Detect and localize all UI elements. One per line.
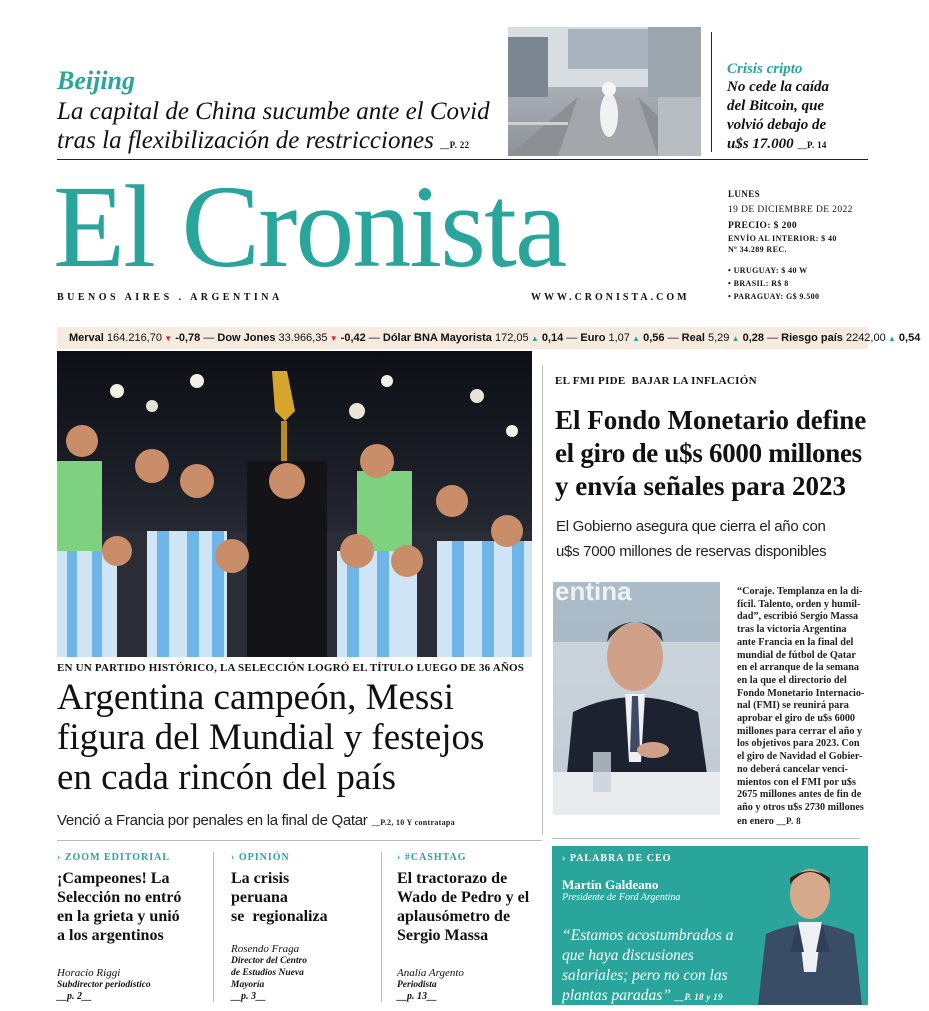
issue-interior: ENVÍO AL INTERIOR: $ 40 [728,234,837,243]
ticker-value: 5,29 [707,332,730,344]
main-page-ref: __P.2, 10 Y contratapa [371,818,455,827]
ticker-change: 0,54 [898,332,921,344]
issue-info [728,188,868,303]
imf-body-text: en el arranque de la semana [737,662,859,674]
imf-body-line [737,624,872,637]
imf-body-text: “Coraje. Templanza en la di- [737,586,863,597]
ticker-change: 0,14 [541,332,564,344]
ticker-change: -0,78 [175,332,201,344]
column-byline [397,967,464,1002]
imf-body-text: nal (FMI) se reunirá para [737,700,849,712]
chevron-right-icon: › [57,852,65,863]
ceo-quote-line4-text: plantas paradas” [562,987,671,1004]
ticker-name: Real [681,332,705,344]
column-byline [231,943,307,1002]
teaser-headline-line2 [57,126,497,160]
ceo-box[interactable] [552,846,868,1005]
imf-body-text: 2675 millones antes de fin de [737,789,862,801]
ticker-item [665,332,764,344]
ticker-item [200,332,365,344]
imf-body [737,586,872,828]
imf-body-line [737,777,872,790]
imf-body-line [737,815,872,829]
arrow-up-icon: ▲ [885,334,896,343]
ticker-item [69,332,200,344]
ceo-quote-line1: “Estamos acostumbrados a [562,927,734,944]
column-headline-line: aplausómetro de [397,908,511,925]
column-divider [542,365,543,835]
issue-price: PRECIO: $ 200 [728,221,798,231]
imf-body-text: millones para cerrar el año y [737,725,863,737]
imf-headline[interactable] [555,404,885,503]
imf-body-line [737,738,872,751]
column-headline-line: en la grieta y unió [57,908,180,925]
column-headline-line: a los argentinos [57,927,164,944]
imf-body-text: no deberá cancelar venci- [737,763,849,775]
main-subhead [57,812,547,829]
beijing-photo-art [508,27,701,156]
issue-intl-py: • PARAGUAY: G$ 9.500 [728,292,820,301]
issue-intl-br: • BRASIL: R$ 8 [728,279,789,288]
ceo-page-ref: __P. 18 y 19 [674,992,723,1002]
imf-body-text: fícil. Talento, orden y humil- [737,598,861,610]
imf-headline-line2: el giro de u$s 6000 millones [555,438,862,468]
column-author-role: Subdirector periodístico [57,980,151,990]
ceo-role: Presidente de Ford Argentina [562,892,681,903]
beijing-photo [508,27,701,156]
imf-body-text: dad”, escribió Sergio Massa [737,611,859,623]
column-kicker-text: OPINIÓN [238,852,290,863]
imf-kicker: EL FMI PIDE BAJAR LA INFLACIÓN [555,375,757,387]
imf-body-line [737,802,872,815]
column-author-role: de Estudios Nueva [231,968,304,978]
ticker-separator: — [200,332,218,344]
ticker-value: 2242,00 [845,332,886,344]
top-rule [57,159,868,160]
main-page-ref-text: P.2, 10 Y contratapa [380,818,455,827]
photo-sign-text: entina [555,582,632,606]
column-headline [231,869,376,926]
bottom-rule [57,840,542,841]
ceo-quote-line2: que haya discusiones [562,947,694,964]
crypto-kicker: Crisis cripto [727,61,803,77]
imf-body-line [737,586,872,599]
column-headline-line: Sergio Massa [397,927,489,944]
ticker-item [366,332,563,344]
ticker-value: 164.216,70 [106,332,162,344]
crypto-line4-text: u$s 17.000 [727,136,794,152]
main-subhead-text: Venció a Francia por penales en la final de Qatar [57,812,368,829]
column-headline-line: El tractorazo de [397,870,508,887]
imf-page-ref-text: P. 8 [786,815,801,826]
ticker-name: Riesgo país [781,332,843,344]
opinion-column[interactable] [231,852,376,1004]
column-author-role: Periodista [397,980,437,990]
column-headline-line: La crisis [231,870,290,887]
ticker-name: Dólar BNA Mayorista [382,332,492,344]
imf-body-line [737,789,872,802]
imf-body-text: mundial de fútbol de Qatar [737,649,856,661]
imf-body-line [737,611,872,624]
col-divider-2 [381,852,382,1002]
column-kicker [231,852,376,863]
imf-body-line [737,675,872,688]
galdeano-photo [750,852,868,1005]
teaser-page-ref: __P. 22 [440,140,470,150]
crypto-line4 [727,135,867,155]
market-ticker [57,327,921,349]
imf-body-line [737,599,872,612]
teaser-page-ref-text: P. 22 [449,140,470,150]
imf-body-text: aprobar el giro de u$s 6000 [737,713,856,725]
column-headline [57,869,207,945]
massa-photo-art [553,582,720,815]
crypto-line2: del Bitcoin, que [727,98,825,114]
massa-photo [553,582,720,815]
ticker-item [764,332,920,344]
ticker-value: 172,05 [494,332,529,344]
ticker-name: Dow Jones [217,332,276,344]
column-page-ref: __p. 2__ [57,991,92,1002]
teaser-headline-text: tras la flexibilización de restricciones [57,127,434,154]
column-author: Analía Argento [397,967,464,979]
chevron-right-icon: › [231,852,239,863]
main-headline[interactable] [57,678,537,798]
ticker-separator: — [365,332,383,344]
crypto-page-ref: __P. 14 [797,140,827,150]
imf-body-text: año y otros u$s 2730 millones [737,801,864,813]
arrow-up-icon: ▲ [528,334,539,343]
imf-body-text: tras la victoria Argentina [737,624,847,636]
imf-page-ref: __P. 8 [773,815,801,826]
crypto-page-ref-text: P. 14 [807,140,827,150]
teaser-divider [711,32,712,152]
opinion-column[interactable] [397,852,547,1004]
imf-body-line [737,751,872,764]
column-page-ref-text: p. 3 [241,991,256,1002]
main-headline-line3: en cada rincón del país [57,757,397,798]
column-page-ref-text: p. 2 [67,991,82,1002]
column-byline [57,967,151,1002]
column-author-role: Mayoría [231,980,265,990]
column-kicker [57,852,207,863]
imf-body-text: Fondo Monetario Internacio- [737,687,865,699]
imf-subhead-line2: u$s 7000 millones de reservas disponibles [556,543,827,560]
ticker-separator: — [563,332,581,344]
issue-date: 19 DE DICIEMBRE DE 2022 [728,205,853,215]
column-author: Horacio Riggi [57,967,121,979]
ceo-kicker [562,853,671,864]
ticker-change: 0,28 [742,332,765,344]
ceo-page-ref-text: P. 18 y 19 [684,992,723,1002]
column-kicker [397,852,547,863]
imf-body-line [737,637,872,650]
teaser-kicker: Beijing [57,66,136,95]
masthead-location: BUENOS AIRES . ARGENTINA [57,292,283,303]
masthead-website[interactable]: WWW.CRONISTA.COM [531,292,690,303]
ticker-change: 0,56 [643,332,665,344]
column-kicker-text: ZOOM EDITORIAL [64,852,171,863]
main-story-caption: EN UN PARTIDO HISTÓRICO, LA SELECCIÓN LOGRÓ EL TÍTULO LUEGO DE 36 AÑOS [57,662,525,674]
top-teaser[interactable] [57,66,497,160]
ticker-value: 33.966,35 [278,332,328,344]
ticker-name: Euro [580,332,606,344]
imf-body-line [737,662,872,675]
ticker-value: 1,07 [608,332,630,344]
teaser-headline-line1: La capital de China sucumbe ante el Covid [57,98,490,125]
column-headline-line: Wado de Pedro y el [397,889,530,906]
imf-body-text: ante Francia en la final del [737,636,854,648]
ceo-quote-line4 [562,986,772,1005]
imf-body-line [737,650,872,663]
imf-body-text: mientos con el FMI por u$s [737,776,856,788]
ceo-name: Martín Galdeano [562,877,659,892]
column-kicker-text: #CASHTAG [404,852,467,863]
column-headline-line: Selección no entró [57,889,182,906]
imf-body-text: en la que el directorio del [737,674,847,686]
arrow-up-icon: ▲ [729,334,740,343]
imf-body-text: en enero [737,815,774,827]
imf-body-line [737,764,872,777]
imf-body-text: los objetivos para 2023. Con [737,738,860,750]
ceo-kicker-text: PALABRA DE CEO [569,853,672,864]
chevron-right-icon: › [397,852,405,863]
column-page-ref-text: p. 13 [407,991,427,1002]
ticker-item [563,332,664,344]
column-page-ref: __p. 13__ [397,991,437,1002]
bottom-rule-right [552,838,860,839]
imf-body-line [737,726,872,739]
imf-body-text: el giro de Navidad el Gobier- [737,751,863,763]
column-author: Rosendo Fraga [231,943,300,955]
column-headline-line: peruana [231,889,288,906]
ceo-quote-line3: salariales; pero no con las [562,967,728,984]
ticker-separator: — [764,332,782,344]
column-headline-line: se regionaliza [231,908,328,925]
column-page-ref: __p. 3__ [231,991,266,1002]
ticker-name: Merval [69,332,104,344]
celebration-photo-art [57,351,532,657]
crypto-teaser[interactable] [727,61,867,155]
issue-intl-uy: • URUGUAY: $ 40 W [728,266,808,275]
arrow-down-icon: ▼ [327,334,338,343]
imf-headline-line1: El Fondo Monetario define [555,405,867,435]
column-headline [397,869,547,945]
main-headline-line1: Argentina campeón, Messi [57,677,454,718]
imf-headline-line3: y envía señales para 2023 [555,471,847,501]
main-headline-line2: figura del Mundial y festejos [57,717,485,758]
column-headline-line: ¡Campeones! La [57,870,170,887]
ticker-change: -0,42 [340,332,366,344]
ceo-quote [562,926,772,1005]
argentina-celebration-photo [57,351,532,657]
imf-body-line [737,700,872,713]
imf-subhead-line1: El Gobierno asegura que cierra el año con [556,518,826,535]
issue-day: LUNES [728,189,761,199]
opinion-column[interactable] [57,852,207,1004]
masthead-title[interactable]: El Cronista [53,161,566,292]
imf-body-line [737,688,872,701]
arrow-down-icon: ▼ [161,334,173,343]
arrow-up-icon: ▲ [629,334,641,343]
ticker-separator: — [664,332,682,344]
crypto-line3: volvió debajo de [727,117,827,133]
crypto-line1: No cede la caída [727,79,830,95]
issue-reg: Nº 34.289 REC. [728,245,787,254]
col-divider-1 [213,852,214,1002]
imf-body-line [737,713,872,726]
column-author-role: Director del Centro [231,956,307,966]
ceo-kicker-arrow-icon: › [562,853,567,864]
imf-subhead [556,514,876,564]
